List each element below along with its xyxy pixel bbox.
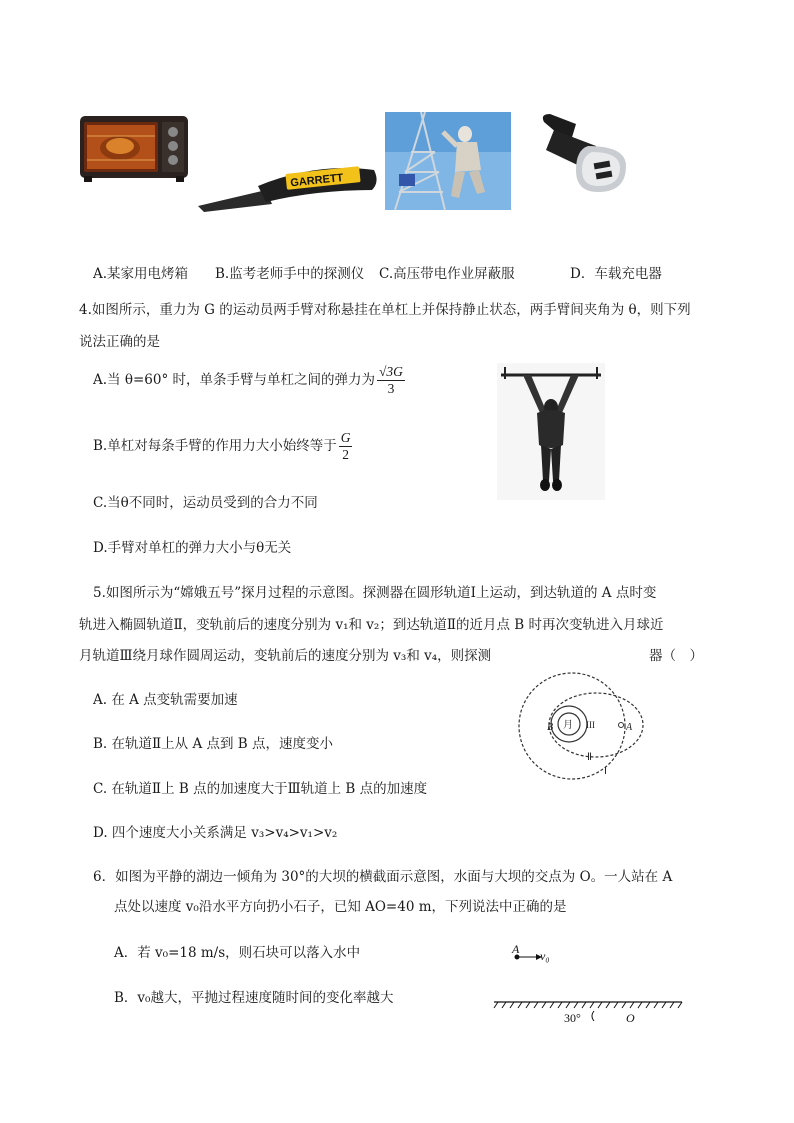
point-o-label: O (626, 1011, 635, 1025)
q3-option-b: B.监考老师手中的探测仪 (215, 266, 365, 282)
q4-option-b-fraction (339, 430, 353, 463)
gymnast-image (497, 363, 605, 500)
metal-detector-image (196, 160, 381, 212)
q5-stem-line2: 轨进入椭圆轨道Ⅱ，变轨前后的速度分别为 v₁和 v₂；到达轨道Ⅱ的近月点 B 时再次变轨进入月球近 (79, 617, 664, 633)
q4-option-a (93, 364, 405, 397)
q5-stem-line3: 月轨道Ⅲ绕月球作圆周运动，变轨前后的速度分别为 v₃和 v₄，则探测 (79, 648, 492, 664)
shielding-suit-image (385, 112, 511, 210)
q6-stem-line2: 点处以速度 v₀沿水平方向扔小石子，已知 AO=40 m，下列说法中正确的是 (114, 899, 567, 915)
q4-option-a-fraction (377, 364, 405, 397)
q4-option-a-den: 3 (387, 381, 395, 396)
point-a-label: A (512, 942, 520, 956)
dam-diagram (490, 940, 685, 1030)
q6-stem-line1: 6．如图为平静的湖边一倾角为 30°的大坝的横截面示意图，水面与大坝的交点为 O。一人站在 A (93, 869, 673, 885)
q6-option-a: A．若 v₀=18 m/s，则石块可以落入水中 (114, 945, 361, 961)
q4-option-c: C.当θ不同时，运动员受到的合力不同 (93, 495, 318, 511)
q4-option-b-den: 2 (342, 447, 349, 462)
q5-option-d: D. 四个速度大小关系满足 v₃>v₄>v₁>v₂ (93, 825, 338, 841)
q4-option-a-text: A.当 θ=60° 时，单条手臂与单杠之间的弹力为 (93, 372, 375, 388)
q5-option-b: B. 在轨道Ⅱ上从 A 点到 B 点，速度变小 (93, 736, 334, 752)
q4-stem-line1: 4.如图所示，重力为 G 的运动员两手臂对称悬挂在单杠上并保持静止状态，两手臂间夹角为 θ，则下列 (79, 302, 691, 318)
q6-option-b: B．v₀越大，平抛过程速度随时间的变化率越大 (114, 990, 394, 1006)
angle-label: 30° (564, 1011, 581, 1025)
oven-image (78, 112, 190, 184)
orbit-iii-label: III (586, 720, 595, 730)
moon-label: 月 (563, 720, 573, 731)
q4-option-d: D.手臂对单杠的弹力大小与θ无关 (93, 540, 292, 556)
garrett-logo-text: GARRETT (289, 171, 344, 190)
car-charger-image (536, 110, 632, 196)
q3-option-a: A.某家用电烤箱 (93, 266, 189, 282)
orbit-ii-label: Ⅱ (587, 752, 592, 763)
q4-option-b-num: G (340, 430, 351, 445)
orbit-diagram (514, 668, 664, 783)
point-a-label: A (626, 722, 633, 733)
q5-option-c: C. 在轨道Ⅱ上 B 点的加速度大于Ⅲ轨道上 B 点的加速度 (93, 781, 428, 797)
q3-option-c: C.高压带电作业屏蔽服 (379, 266, 515, 282)
q4-option-a-num: √3G (379, 364, 403, 379)
q5-stem-line1: 5.如图所示为“嫦娥五号”探月过程的示意图。探测器在圆形轨道Ⅰ上运动，到达轨道的 A 点时变 (93, 585, 657, 601)
q4-stem-line2: 说法正确的是 (79, 334, 160, 350)
point-b-label: B (547, 722, 554, 733)
orbit-i-label: Ⅰ (604, 766, 607, 777)
q3-option-d: D．车载充电器 (570, 266, 662, 282)
q4-option-b-text: B.单杠对每条手臂的作用力大小始终等于 (93, 438, 337, 454)
q5-option-a: A. 在 A 点变轨需要加速 (93, 692, 238, 708)
q5-stem-line3-end: 器（ ） (649, 648, 703, 664)
v0-label: v₀ (540, 949, 550, 963)
q4-option-b (93, 430, 352, 463)
